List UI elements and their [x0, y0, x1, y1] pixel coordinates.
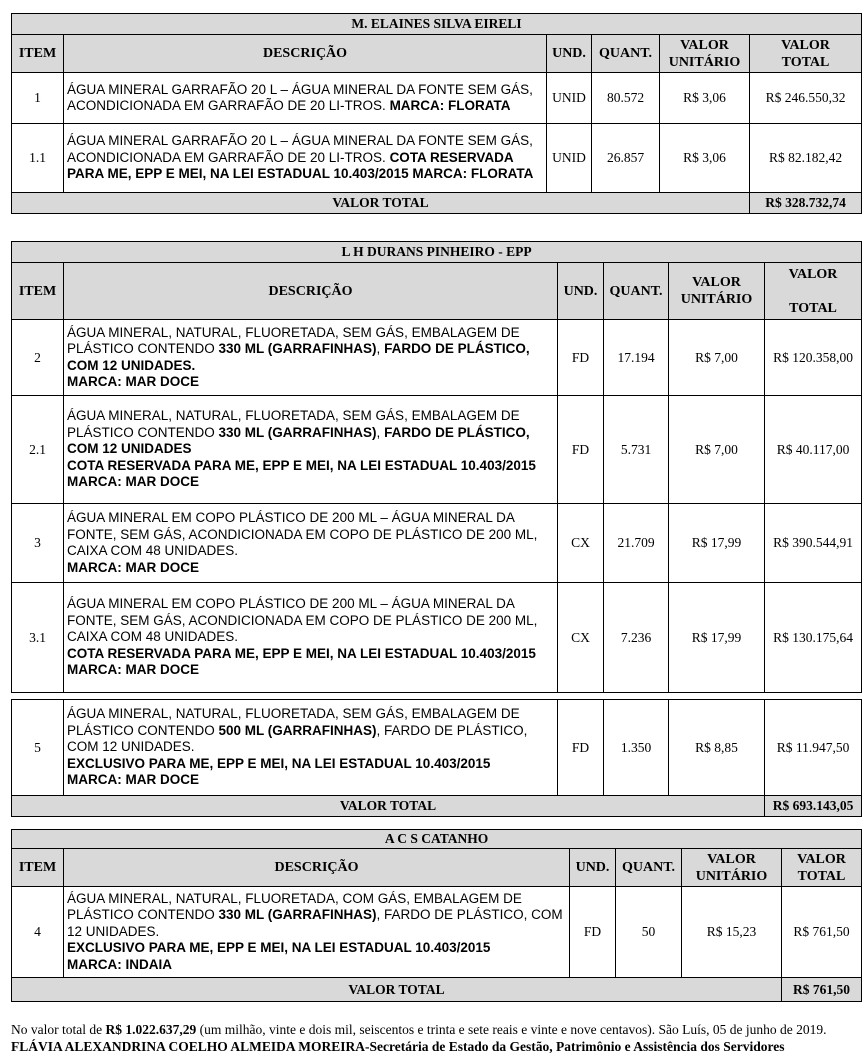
- header-quant: QUANT.: [604, 263, 669, 320]
- table-row: 4 ÁGUA MINERAL, NATURAL, FLUORETADA, COM GÁS, EMBALAGEM DE PLÁSTICO CONTENDO 330 ML (GARRAFINHAS), FARDO DE PLÁSTICO, COM 12 UNIDADES. EXCLUSIVO PARA ME, EPP E MEI, NA LEI ESTADUAL 10.403/2015 MARCA: INDAIA FD 50 R$ 15,23 R$ 761,50: [12, 887, 862, 978]
- footer-signature: FLÁVIA ALEXANDRINA COELHO ALMEIDA MOREIRA-Secretária de Estado da Gestão, Patrimônio e Assistência dos Servidores: [11, 1039, 785, 1054]
- header-descricao: DESCRIÇÃO: [64, 35, 547, 73]
- header-valor-total: VALOR TOTAL: [782, 849, 862, 887]
- supplier-table-1: [11, 13, 862, 214]
- header-item: ITEM: [12, 263, 64, 320]
- table-row: 2 ÁGUA MINERAL, NATURAL, FLUORETADA, SEM GÁS, EMBALAGEM DE PLÁSTICO CONTENDO 330 ML (GARRAFINHAS), FARDO DE PLÁSTICO, COM 12 UNIDADES. MARCA: MAR DOCE FD 17.194 R$ 7,00 R$ 120.358,00: [12, 320, 862, 396]
- item-description: ÁGUA MINERAL EM COPO PLÁSTICO DE 200 ML – ÁGUA MINERAL DA FONTE, SEM GÁS, ACONDICIONADA EM COPO DE PLÁSTICO DE 200 ML, CAIXA COM 48 UNIDADES. MARCA: MAR DOCE: [64, 504, 558, 583]
- supplier-name: M. ELAINES SILVA EIRELI: [12, 14, 862, 35]
- item-description: ÁGUA MINERAL, NATURAL, FLUORETADA, SEM GÁS, EMBALAGEM DE PLÁSTICO CONTENDO 330 ML (GARRAFINHAS), FARDO DE PLÁSTICO, COM 12 UNIDADES. MARCA: MAR DOCE: [64, 320, 558, 396]
- supplier-table-2: [11, 241, 862, 817]
- table-row: 1.1 ÁGUA MINERAL GARRAFÃO 20 L – ÁGUA MINERAL DA FONTE SEM GÁS, ACONDICIONADA EM GARRAFÃO DE 20 LI-TROS. COTA RESERVADA PARA ME, EPP E MEI, NA LEI ESTADUAL 10.403/2015 MARCA: FLORATA UNID 26.857 R$ 3,06 R$ 82.182,42: [12, 124, 862, 193]
- item-description: ÁGUA MINERAL, NATURAL, FLUORETADA, SEM GÁS, EMBALAGEM DE PLÁSTICO CONTENDO 330 ML (GARRAFINHAS), FARDO DE PLÁSTICO, COM 12 UNIDADES COTA RESERVADA PARA ME, EPP E MEI, NA LEI ESTADUAL 10.403/2015 MARCA: MAR DOCE: [64, 396, 558, 504]
- header-und: UND.: [558, 263, 604, 320]
- total-row: VALOR TOTAL R$ 693.143,05: [12, 796, 862, 817]
- item-description: ÁGUA MINERAL GARRAFÃO 20 L – ÁGUA MINERAL DA FONTE SEM GÁS, ACONDICIONADA EM GARRAFÃO DE 20 LI-TROS. COTA RESERVADA PARA ME, EPP E MEI, NA LEI ESTADUAL 10.403/2015 MARCA: FLORATA: [64, 124, 547, 193]
- table-row: 1 ÁGUA MINERAL GARRAFÃO 20 L – ÁGUA MINERAL DA FONTE SEM GÁS, ACONDICIONADA EM GARRAFÃO DE 20 LI-TROS. MARCA: FLORATA UNID 80.572 R$ 3,06 R$ 246.550,32: [12, 73, 862, 124]
- supplier-name: L H DURANS PINHEIRO - EPP: [12, 242, 862, 263]
- header-und: UND.: [570, 849, 616, 887]
- header-und: UND.: [547, 35, 592, 73]
- item-description: ÁGUA MINERAL EM COPO PLÁSTICO DE 200 ML – ÁGUA MINERAL DA FONTE, SEM GÁS, ACONDICIONADA EM COPO DE PLÁSTICO DE 200 ML, CAIXA COM 48 UNIDADES. COTA RESERVADA PARA ME, EPP E MEI, NA LEI ESTADUAL 10.403/2015 MARCA: MAR DOCE: [64, 583, 558, 693]
- item-description: ÁGUA MINERAL, NATURAL, FLUORETADA, COM GÁS, EMBALAGEM DE PLÁSTICO CONTENDO 330 ML (GARRAFINHAS), FARDO DE PLÁSTICO, COM 12 UNIDADES. EXCLUSIVO PARA ME, EPP E MEI, NA LEI ESTADUAL 10.403/2015 MARCA: INDAIA: [64, 887, 570, 978]
- header-valor-unitario: VALOR UNITÁRIO: [682, 849, 782, 887]
- footer-total-sentence: No valor total de R$ 1.022.637,29 (um milhão, vinte e dois mil, seiscentos e trinta e sete reais e vinte e nove centavos). São Luís, 05 de junho de 2019.: [11, 1022, 827, 1037]
- header-valor-total: VALOR TOTAL: [765, 263, 862, 320]
- total-row: VALOR TOTAL R$ 761,50: [12, 978, 862, 1002]
- total-row: VALOR TOTAL R$ 328.732,74: [12, 193, 862, 214]
- supplier-table-3: [11, 829, 862, 1002]
- table-row: 2.1 ÁGUA MINERAL, NATURAL, FLUORETADA, SEM GÁS, EMBALAGEM DE PLÁSTICO CONTENDO 330 ML (GARRAFINHAS), FARDO DE PLÁSTICO, COM 12 UNIDADES COTA RESERVADA PARA ME, EPP E MEI, NA LEI ESTADUAL 10.403/2015 MARCA: MAR DOCE FD 5.731 R$ 7,00 R$ 40.117,00: [12, 396, 862, 504]
- header-quant: QUANT.: [592, 35, 660, 73]
- header-descricao: DESCRIÇÃO: [64, 263, 558, 320]
- header-quant: QUANT.: [616, 849, 682, 887]
- header-valor-unitario: VALOR UNITÁRIO: [660, 35, 750, 73]
- table-row: 3 ÁGUA MINERAL EM COPO PLÁSTICO DE 200 ML – ÁGUA MINERAL DA FONTE, SEM GÁS, ACONDICIONADA EM COPO DE PLÁSTICO DE 200 ML, CAIXA COM 48 UNIDADES. MARCA: MAR DOCE CX 21.709 R$ 17,99 R$ 390.544,91: [12, 504, 862, 583]
- table-row: 3.1 ÁGUA MINERAL EM COPO PLÁSTICO DE 200 ML – ÁGUA MINERAL DA FONTE, SEM GÁS, ACONDICIONADA EM COPO DE PLÁSTICO DE 200 ML, CAIXA COM 48 UNIDADES. COTA RESERVADA PARA ME, EPP E MEI, NA LEI ESTADUAL 10.403/2015 MARCA: MAR DOCE CX 7.236 R$ 17,99 R$ 130.175,64: [12, 583, 862, 693]
- header-valor-total: VALOR TOTAL: [750, 35, 862, 73]
- item-description: ÁGUA MINERAL, NATURAL, FLUORETADA, SEM GÁS, EMBALAGEM DE PLÁSTICO CONTENDO 500 ML (GARRAFINHAS), FARDO DE PLÁSTICO, COM 12 UNIDADES. EXCLUSIVO PARA ME, EPP E MEI, NA LEI ESTADUAL 10.403/2015 MARCA: MAR DOCE: [64, 700, 558, 796]
- item-description: ÁGUA MINERAL GARRAFÃO 20 L – ÁGUA MINERAL DA FONTE SEM GÁS, ACONDICIONADA EM GARRAFÃO DE 20 LI-TROS. MARCA: FLORATA: [64, 73, 547, 124]
- table-row: 5 ÁGUA MINERAL, NATURAL, FLUORETADA, SEM GÁS, EMBALAGEM DE PLÁSTICO CONTENDO 500 ML (GARRAFINHAS), FARDO DE PLÁSTICO, COM 12 UNIDADES. EXCLUSIVO PARA ME, EPP E MEI, NA LEI ESTADUAL 10.403/2015 MARCA: MAR DOCE FD 1.350 R$ 8,85 R$ 11.947,50: [12, 700, 862, 796]
- header-item: ITEM: [12, 35, 64, 73]
- footer-text: [11, 1021, 867, 1055]
- header-descricao: DESCRIÇÃO: [64, 849, 570, 887]
- header-item: ITEM: [12, 849, 64, 887]
- header-valor-unitario: VALOR UNITÁRIO: [669, 263, 765, 320]
- supplier-name: A C S CATANHO: [12, 830, 862, 849]
